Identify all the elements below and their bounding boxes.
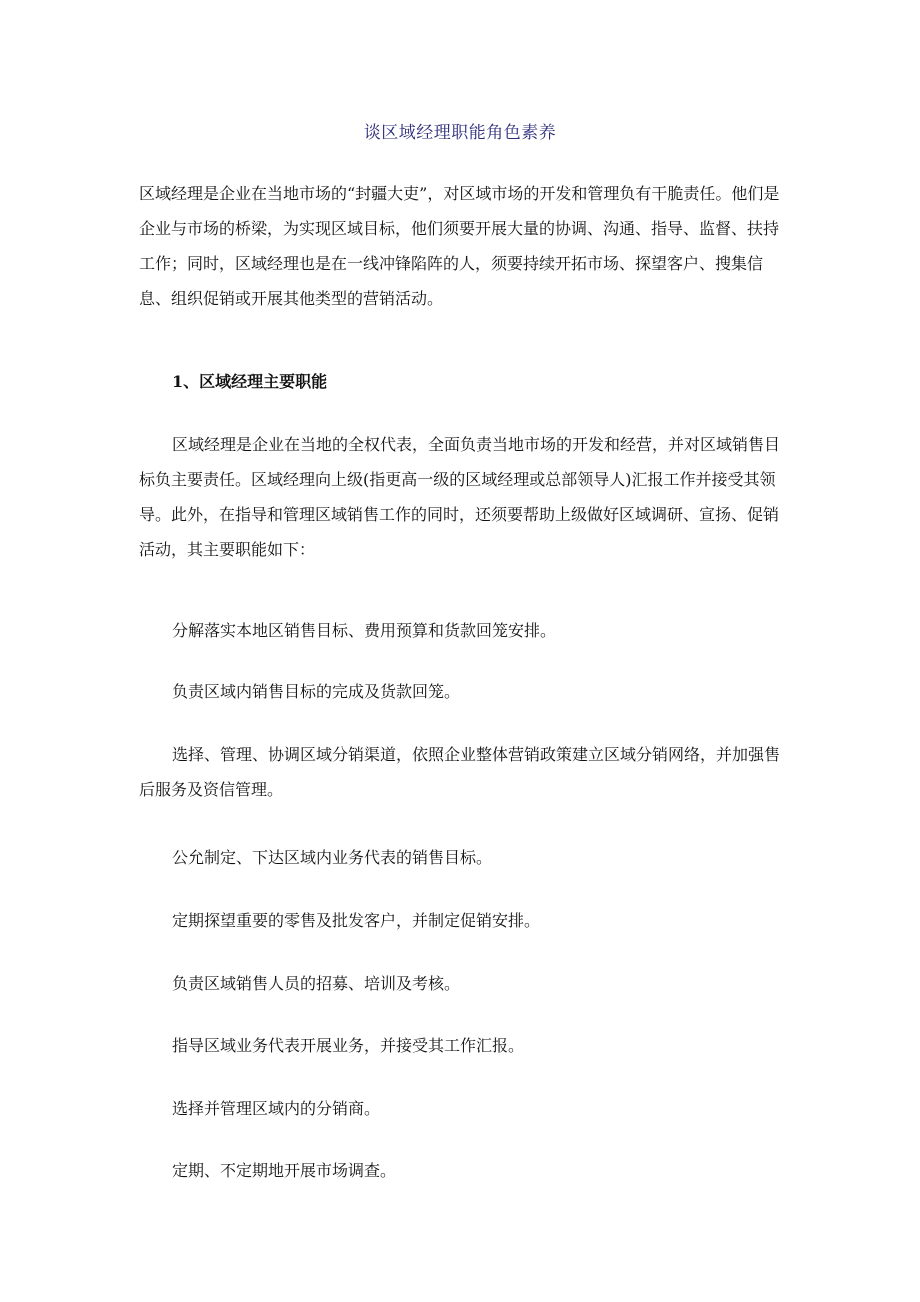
- list-item: 公允制定、下达区域内业务代表的销售目标。: [172, 848, 493, 867]
- document-title: 谈区域经理职能角色素养: [363, 123, 557, 143]
- list-item: 定期探望重要的零售及批发客户，并制定促销安排。: [172, 911, 541, 930]
- list-item: 指导区域业务代表开展业务，并接受其工作汇报。: [172, 1036, 525, 1055]
- list-item: 选择、管理、协调区域分销渠道，依照企业整体营销政策建立区域分销网络，并加强售后服务及资信管理。: [139, 745, 781, 799]
- section-heading: 1、区域经理主要职能: [172, 372, 328, 391]
- intro-paragraph: 区域经理是企业在当地市场的“封疆大吏”，对区域市场的开发和管理负有干脆责任。他们是企业与市场的桥梁，为实现区域目标，他们须要开展大量的协调、沟通、指导、监督、扶持工作；同时，区域经理也是在一线冲锋陷阵的人，须要持续开拓市场、探望客户、搜集信息、组织促销或开展其他类型的营销活动。: [139, 184, 780, 308]
- list-item: 定期、不定期地开展市场调查。: [172, 1161, 397, 1180]
- section-paragraph: 区域经理是企业在当地的全权代表，全面负责当地市场的开发和经营，并对区域销售目标负主要责任。区域经理向上级(指更高一级的区域经理或总部领导人)汇报工作并接受其领导。此外，在指导和管理区域销售工作的同时，还须要帮助上级做好区域调研、宣扬、促销活动，其主要职能如下：: [139, 435, 781, 559]
- list-item: 负责区域销售人员的招募、培训及考核。: [172, 974, 461, 993]
- list-item: 负责区域内销售目标的完成及货款回笼。: [172, 682, 461, 701]
- list-item: 选择并管理区域内的分销商。: [172, 1099, 381, 1118]
- list-item: 分解落实本地区销售目标、费用预算和货款回笼安排。: [172, 621, 557, 640]
